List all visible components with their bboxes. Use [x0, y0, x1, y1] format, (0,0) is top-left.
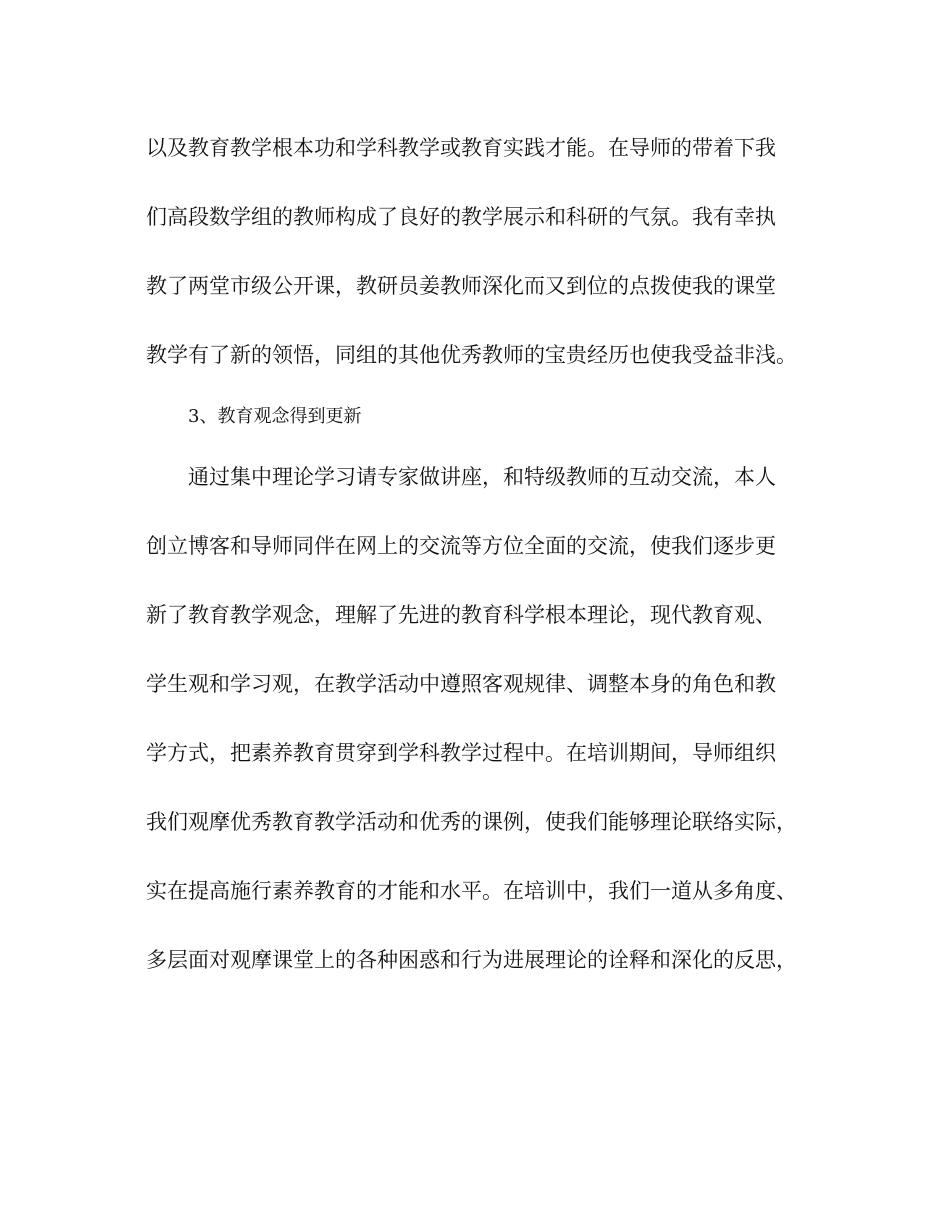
- body-line: 学生观和学习观，在教学活动中遵照客观规律、调整本身的角色和教: [146, 672, 776, 696]
- body-line: 学方式，把素养教育贯穿到学科教学过程中。在培训期间，导师组织: [146, 741, 776, 765]
- body-line: 教学有了新的领悟，同组的其他优秀教师的宝贵经历也使我受益非浅。: [146, 343, 797, 367]
- body-line: 新了教育教学观念，理解了先进的教育科学根本理论，现代教育观、: [146, 603, 776, 627]
- body-line: 实在提高施行素养教育的才能和水平。在培训中，我们一道从多角度、: [146, 879, 797, 903]
- body-line: 创立博客和导师同伴在网上的交流等方位全面的交流，使我们逐步更: [146, 534, 776, 558]
- section-heading: 3、教育观念得到更新: [188, 406, 362, 427]
- paragraph-first-line: 通过集中理论学习请专家做讲座，和特级教师的互动交流，本人: [188, 465, 776, 489]
- body-line: 我们观摩优秀教育教学活动和优秀的课例，使我们能够理论联络实际，: [146, 810, 797, 834]
- body-line: 们高段数学组的教师构成了良好的教学展示和科研的气氛。我有幸执: [146, 205, 776, 229]
- body-line: 多层面对观摩课堂上的各种困惑和行为进展理论的诠释和深化的反思，: [146, 948, 797, 972]
- body-line: 教了两堂市级公开课，教研员姜教师深化而又到位的点拨使我的课堂: [146, 274, 776, 298]
- body-line: 以及教育教学根本功和学科教学或教育实践才能。在导师的带着下我: [146, 136, 776, 160]
- document-body: [146, 138, 816, 1019]
